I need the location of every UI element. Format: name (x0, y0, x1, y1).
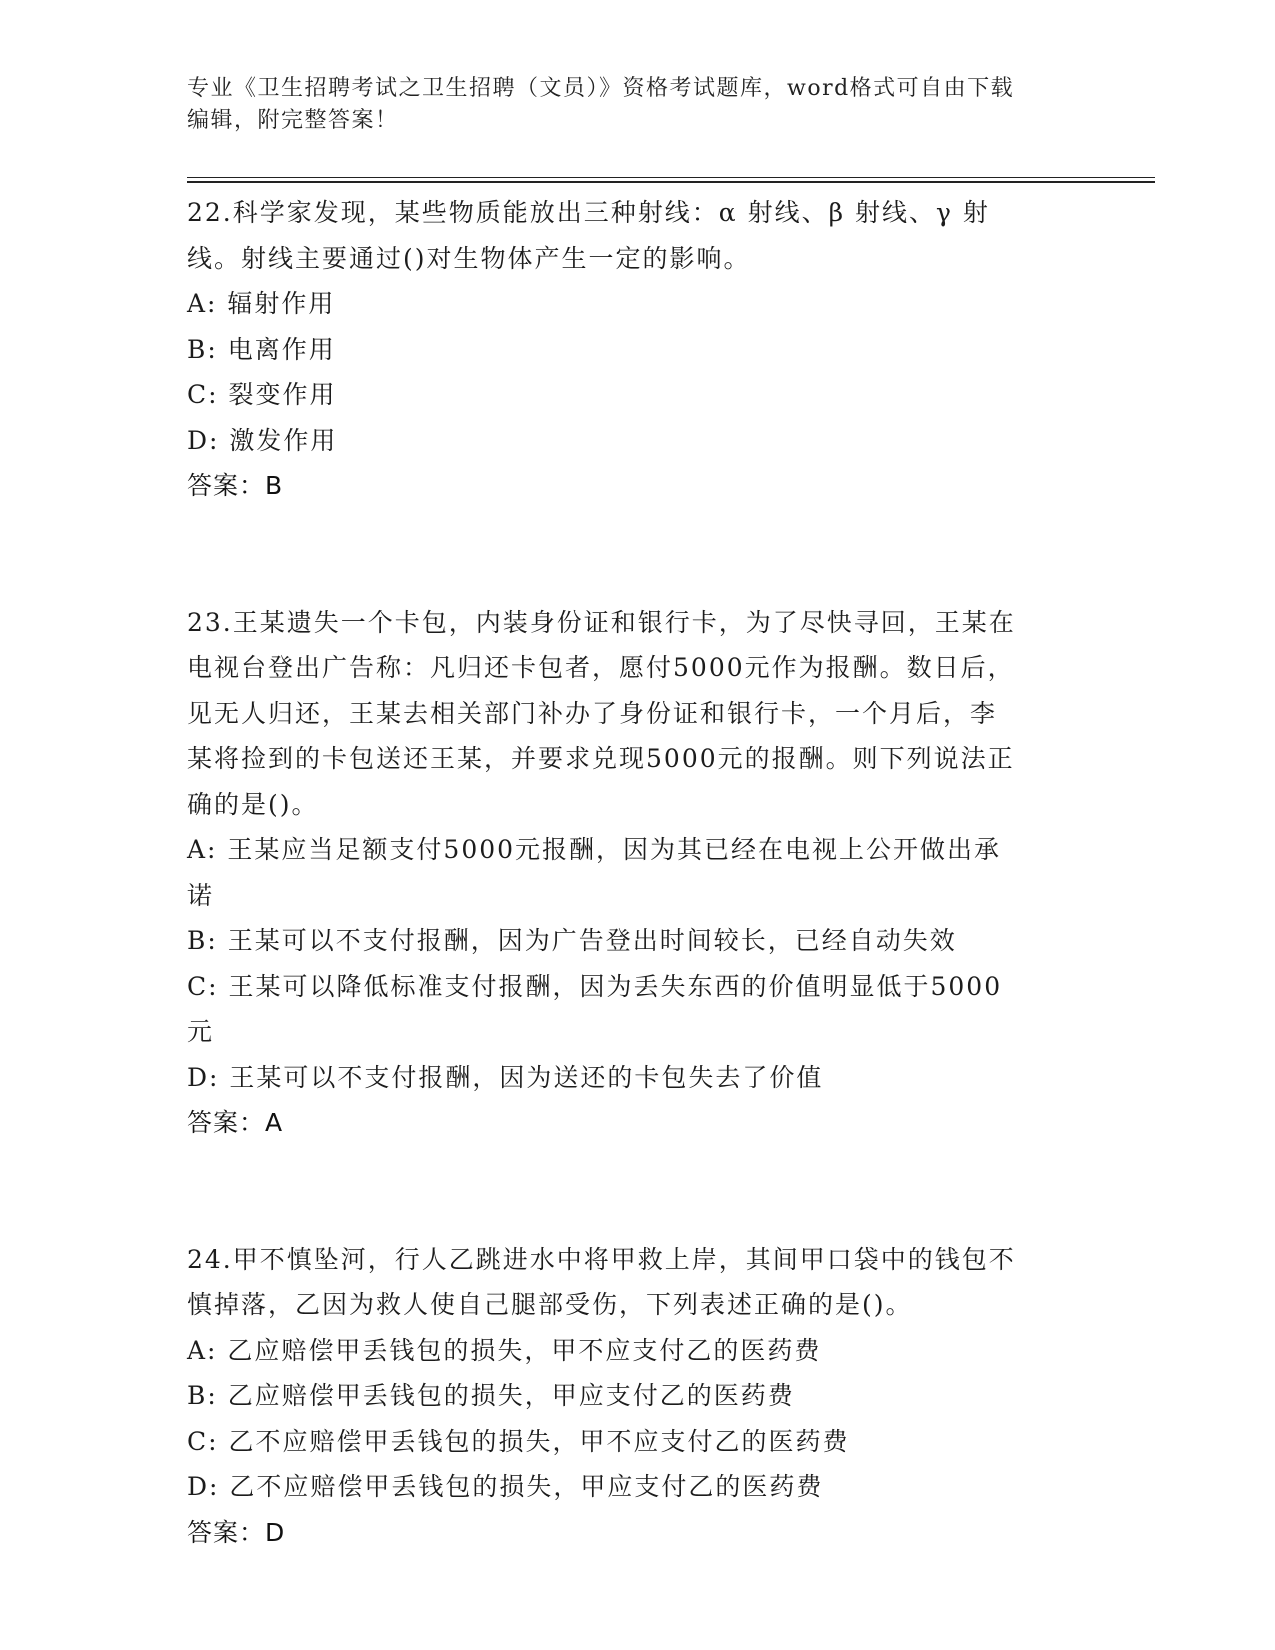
option-line: B: 乙应赔偿甲丢钱包的损失，甲应支付乙的医药费 (187, 1381, 795, 1410)
header-divider-thin (187, 177, 1155, 178)
question-stem-line: 23.王某遗失一个卡包，内装身份证和银行卡，为了尽快寻回，王某在 (187, 607, 1016, 637)
document-header (187, 73, 1067, 137)
option-line: A: 乙应赔偿甲丢钱包的损失，甲不应支付乙的医药费 (187, 1335, 822, 1365)
option-line: B: 电离作用 (187, 334, 336, 364)
question-stem-line: 线。射线主要通过()对生物体产生一定的影响。 (187, 243, 751, 273)
header-line-1: 专业《卫生招聘考试之卫生招聘（文员）》资格考试题库，word格式可自由下载 (187, 76, 1015, 101)
question-stem-line: 22.科学家发现，某些物质能放出三种射线：α 射线、β 射线、γ 射 (187, 198, 990, 227)
question-stem-line: 慎掉落，乙因为救人使自己腿部受伤，下列表述正确的是()。 (187, 1290, 913, 1319)
option-line: D: 激发作用 (187, 425, 338, 455)
answer-line: 答案：B (187, 471, 284, 500)
option-line: A: 辐射作用 (187, 289, 336, 318)
header-line-2: 编辑，附完整答案！ (187, 108, 399, 133)
option-line: A: 王某应当足额支付5000元报酬，因为其已经在电视上公开做出承 (187, 835, 1002, 864)
option-line: D: 乙不应赔偿甲丢钱包的损失，甲应支付乙的医药费 (187, 1472, 824, 1501)
option-line: C: 王某可以降低标准支付报酬，因为丢失东西的价值明显低于5000 (187, 971, 1003, 1001)
question-stem-line: 见无人归还，王某去相关部门补办了身份证和银行卡，一个月后，李 (187, 698, 998, 728)
question-list (187, 190, 1087, 1555)
option-line: C: 裂变作用 (187, 380, 337, 409)
answer-line: 答案：A (187, 1108, 284, 1137)
question-block (187, 600, 1087, 1146)
question-stem-line: 电视台登出广告称：凡归还卡包者，愿付5000元作为报酬。数日后， (187, 653, 1015, 682)
question-stem-line: 24.甲不慎坠河，行人乙跳进水中将甲救上岸，其间甲口袋中的钱包不 (187, 1244, 1016, 1274)
header-divider-thick (187, 181, 1155, 183)
option-line: 元 (187, 1017, 215, 1046)
answer-line: 答案：D (187, 1517, 286, 1547)
question-spacer (187, 509, 1087, 600)
option-line: 诺 (187, 880, 215, 910)
question-stem-line: 某将捡到的卡包送还王某，并要求兑现5000元的报酬。则下列说法正 (187, 744, 1015, 773)
question-block (187, 1237, 1087, 1556)
question-stem-line: 确的是()。 (187, 789, 319, 819)
option-line: C: 乙不应赔偿甲丢钱包的损失，甲不应支付乙的医药费 (187, 1426, 850, 1456)
question-block (187, 190, 1087, 509)
option-line: B: 王某可以不支付报酬，因为广告登出时间较长，已经自动失效 (187, 926, 957, 955)
option-line: D: 王某可以不支付报酬，因为送还的卡包失去了价值 (187, 1062, 824, 1092)
question-spacer (187, 1146, 1087, 1237)
